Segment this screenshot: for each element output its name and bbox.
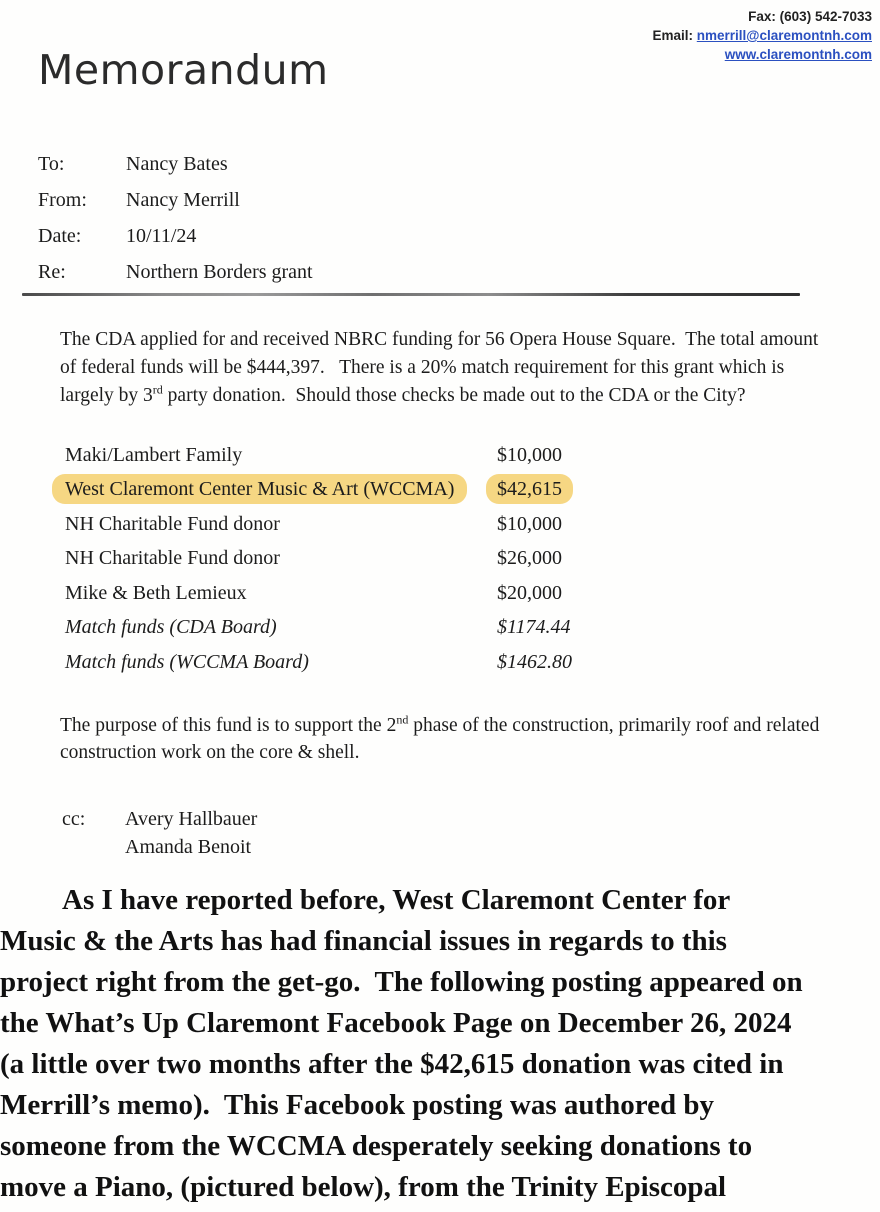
purpose-line-1-pre: The purpose of this fund is to support the 2 (60, 715, 397, 736)
memo-body-paragraph (60, 326, 870, 410)
donor-name: NH Charitable Fund donor (65, 512, 280, 535)
field-date-label: Date: (38, 224, 82, 247)
field-date (38, 218, 313, 254)
body-line-3-post: party donation. Should those checks be made out to the CDA or the City? (162, 385, 746, 406)
field-date-value: 10/11/24 (126, 224, 197, 247)
commentary-line: project right from the get-go. The following posting appeared on (0, 966, 803, 998)
field-to-label: To: (38, 152, 65, 175)
field-to (38, 146, 313, 182)
divider-rule (22, 293, 800, 296)
donor-amount: $10,000 (497, 443, 562, 466)
cc-label: cc: (62, 808, 86, 830)
email-line (653, 26, 872, 45)
donor-name: Match funds (WCCMA Board) (65, 650, 309, 673)
fax-label: Fax: (748, 9, 780, 24)
purpose-paragraph (60, 712, 870, 766)
email-link[interactable]: nmerrill@claremontnh.com (696, 28, 872, 43)
donor-name-highlighted: West Claremont Center Music & Art (WCCMA) (52, 474, 467, 504)
body-line-3 (60, 382, 870, 410)
donor-amount-highlighted: $42,615 (486, 474, 573, 504)
donor-name: Match funds (CDA Board) (65, 616, 277, 639)
fax-number: (603) 542-7033 (779, 9, 872, 24)
donor-amount: $1462.80 (497, 650, 572, 673)
field-re-label: Re: (38, 260, 66, 283)
cc-names (125, 805, 257, 861)
donor-amount: $20,000 (497, 581, 562, 604)
donor-row (0, 576, 880, 611)
fax-line (653, 7, 872, 26)
purpose-line-1 (60, 712, 870, 739)
cc-block (62, 805, 257, 861)
body-line-2: of federal funds will be $444,397. There is a 20% match requirement for this grant which is (60, 357, 785, 378)
body-line-1: The CDA applied for and received NBRC funding for 56 Opera House Square. The total amount (60, 329, 819, 350)
body-line-3-pre: largely by 3 (60, 385, 153, 406)
commentary-line: the What’s Up Claremont Facebook Page on December 26, 2024 (0, 1007, 792, 1039)
ordinal-superscript: nd (396, 712, 409, 727)
donor-row-match-funds (0, 645, 880, 680)
donor-list (0, 438, 880, 680)
cc-name: Avery Hallbauer (125, 808, 258, 830)
field-from (38, 182, 313, 218)
website-link[interactable]: www.claremontnh.com (724, 47, 872, 62)
commentary-line: Music & the Arts has had financial issues in regards to this (0, 925, 727, 957)
donor-name: Maki/Lambert Family (65, 443, 243, 466)
donor-amount: $1174.44 (497, 616, 571, 639)
donor-row-match-funds (0, 611, 880, 646)
commentary-text (0, 880, 880, 1208)
commentary-line: As I have reported before, West Claremont Center for (62, 884, 731, 916)
commentary-line: (a little over two months after the $42,615 donation was cited in (0, 1048, 784, 1080)
field-re-value: Northern Borders grant (126, 260, 313, 283)
field-re (38, 254, 313, 290)
contact-block (653, 0, 872, 64)
field-from-value: Nancy Merrill (126, 188, 240, 211)
commentary-line: move a Piano, (pictured below), from the Trinity Episcopal (0, 1171, 727, 1203)
memo-title: Memorandum (38, 46, 329, 94)
memo-header-fields (38, 146, 313, 290)
website-line (653, 45, 872, 64)
donor-amount: $10,000 (497, 512, 562, 535)
donor-name: NH Charitable Fund donor (65, 547, 280, 570)
cut-off-scan-line (653, 0, 872, 5)
cc-name: Amanda Benoit (125, 836, 252, 858)
donor-row (0, 507, 880, 542)
donor-row-highlighted (0, 473, 880, 508)
purpose-line-2: construction work on the core & shell. (60, 742, 360, 763)
field-to-value: Nancy Bates (126, 152, 228, 175)
donor-row (0, 542, 880, 577)
donor-row (0, 438, 880, 473)
commentary-line: Merrill’s memo). This Facebook posting was authored by (0, 1089, 714, 1121)
donor-name: Mike & Beth Lemieux (65, 581, 247, 604)
field-from-label: From: (38, 188, 87, 211)
commentary-line: someone from the WCCMA desperately seeking donations to (0, 1130, 753, 1162)
purpose-line-1-post: phase of the construction, primarily roof and related (408, 715, 820, 736)
email-label: Email: (652, 28, 697, 43)
donor-amount: $26,000 (497, 547, 562, 570)
ordinal-superscript: rd (152, 382, 163, 397)
